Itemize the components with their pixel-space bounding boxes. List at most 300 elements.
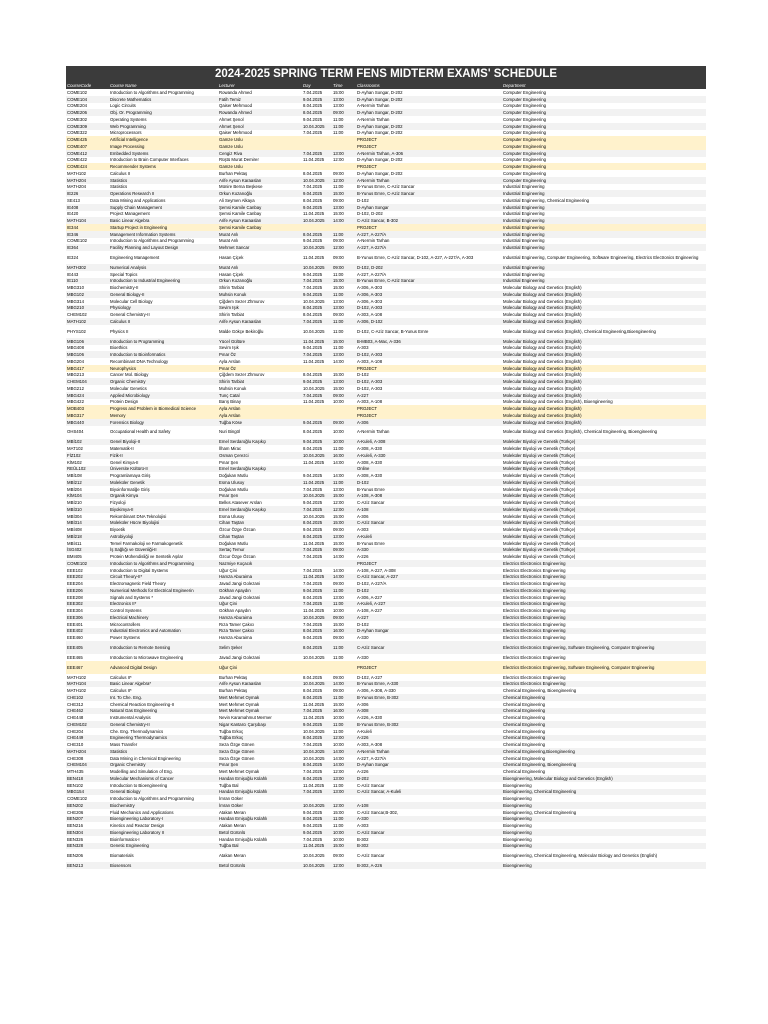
classrooms-cell: A-306, A-303 xyxy=(357,285,383,291)
department-cell: Molecular Biology and Genetics (English) xyxy=(502,412,706,419)
course-code-cell: EEE460 xyxy=(67,635,83,641)
day-cell: 8.04.2025 xyxy=(302,694,332,701)
department-cell: Industrial Engineering xyxy=(503,211,545,217)
course-code-cell: KİM104 xyxy=(66,493,109,500)
table-row xyxy=(66,466,706,473)
day-cell: 8.04.2025 xyxy=(303,674,323,680)
time-cell xyxy=(332,405,356,412)
course-name-cell: Project Management xyxy=(110,211,150,217)
classrooms-cell: D-102, A-303 xyxy=(357,385,383,391)
table-row xyxy=(66,204,706,211)
lecturer-cell: Rüştü Murat Demirer xyxy=(219,157,259,163)
time-cell: 09:00 xyxy=(333,170,344,176)
lecturer-cell: Muhsin Konuk xyxy=(218,291,302,298)
time-cell: 09:00 xyxy=(333,312,344,318)
table-row xyxy=(66,621,706,628)
department-cell: Industrial Engineering xyxy=(502,204,706,211)
course-name-cell: Image Processing xyxy=(109,143,218,150)
course-code-cell: MBG314 xyxy=(67,298,84,304)
time-cell: 15:00 xyxy=(333,809,344,815)
table-row xyxy=(66,109,706,116)
table-row xyxy=(66,614,706,621)
course-name-cell: Che. Eng. Thermodynamics xyxy=(110,728,164,734)
department-cell: Computer Engineering xyxy=(503,170,546,176)
day-cell: 7.04.2025 xyxy=(303,742,323,748)
course-code-cell: IE110 xyxy=(66,278,109,285)
course-name-cell: Bioethics xyxy=(110,345,128,351)
lecturer-cell: Mert Mehmet Oymak xyxy=(218,708,302,715)
classrooms-cell: A-308 xyxy=(356,708,502,715)
table-row xyxy=(66,862,706,869)
classrooms-cell: D-Ayhan Songar xyxy=(356,628,502,635)
day-cell: 8.04.2025 xyxy=(302,628,332,635)
course-code-cell: CHE448 xyxy=(67,715,84,721)
department-cell: Chemical Engineering xyxy=(503,755,546,761)
day-cell: 8.04.2025 xyxy=(302,735,332,742)
course-name-cell: Matematik-II xyxy=(110,446,134,452)
time-cell: 14:00 xyxy=(332,574,356,581)
lecturer-cell: Betül Gürünlü xyxy=(218,829,302,836)
classrooms-cell: C-Aziz Sancar,B-302, xyxy=(357,809,399,815)
day-cell: 8.04.2025 xyxy=(303,594,323,600)
time-cell: 10:00 xyxy=(332,439,356,446)
time-cell: 09:00 xyxy=(333,688,344,694)
column-header-course-name: Course Name xyxy=(109,83,218,89)
classrooms-cell xyxy=(356,795,502,802)
course-name-cell: Modelling and Simulation of Eng. xyxy=(110,769,173,775)
table-row xyxy=(66,789,706,796)
department-cell: Electrics Electronics Engineering xyxy=(503,674,566,680)
time-cell: 10:00 xyxy=(333,836,344,842)
time-cell: 12:00 xyxy=(332,244,356,251)
day-cell: 11.04.2025 xyxy=(303,608,325,614)
course-code-cell: MBİ210 xyxy=(67,500,82,506)
day-cell: 8.04.2025 xyxy=(302,520,332,527)
department-cell: Industrial Engineering xyxy=(503,238,545,244)
department-cell: Molecular Biology and Genetics (English), Chemical Engineering, Bioengineering xyxy=(503,429,658,435)
lecturer-cell: Hamza Aburaima xyxy=(218,614,302,621)
department-cell: Chemical Engineering, Bioengineering xyxy=(503,688,577,694)
table-row xyxy=(66,708,706,715)
classrooms-cell: D-102, A-303 xyxy=(356,378,502,385)
lecturer-cell: Gökhan Apaydın xyxy=(218,587,302,594)
classrooms-cell: PROJECT xyxy=(356,560,502,567)
course-code-cell: BEN304 xyxy=(66,829,109,836)
day-cell: 9.04.2025 xyxy=(302,190,332,197)
classrooms-cell: A-Kuleli xyxy=(357,728,372,734)
classrooms-cell: PROJECT xyxy=(356,412,502,419)
course-name-cell: General Biology-II xyxy=(109,291,218,298)
classrooms-cell: A-Kuleli, A-227 xyxy=(356,601,502,608)
lecturer-cell: Rıza Tamer Çakıcı xyxy=(218,628,302,635)
course-name-cell: Genel Biyoloji-II xyxy=(109,439,218,446)
department-cell: Computer Engineering xyxy=(502,143,706,150)
department-cell: Molecular Biology and Genetics (English) xyxy=(503,385,582,391)
course-code-cell: MBİ108 xyxy=(67,473,82,479)
classrooms-cell: C-Aziz Sancar, A-227 xyxy=(356,574,502,581)
course-name-cell: Bioengineering Laboratory II xyxy=(109,829,218,836)
table-row xyxy=(66,795,706,802)
department-cell: Computer Engineering xyxy=(503,89,546,95)
table-row xyxy=(66,244,706,251)
course-code-cell: EEE204 xyxy=(67,581,83,587)
table-row xyxy=(66,681,706,688)
time-cell: 13:00 xyxy=(333,103,344,109)
department-cell: Moleküler Biyoloji ve Genetik (Türkçe) xyxy=(503,554,576,560)
classrooms-cell: A-Nermin Tarhan xyxy=(357,103,390,109)
classrooms-cell: B-Yunus Emre, C-Aziz Sancar xyxy=(356,190,502,197)
course-name-cell: Facility Planning and Layout Design xyxy=(109,244,218,251)
course-code-cell: BEN102 xyxy=(67,782,84,788)
day-cell: 7.04.2025 xyxy=(303,621,323,627)
table-row xyxy=(66,170,706,177)
department-cell: Chemical Engineering xyxy=(502,721,706,728)
course-code-cell: BEN206 xyxy=(67,853,84,859)
lecturer-cell: Atakan Meran xyxy=(219,853,246,859)
table-row xyxy=(66,782,706,789)
course-code-cell: MBG102 xyxy=(66,291,109,298)
department-cell: Electrics Electronics Engineering xyxy=(502,574,706,581)
time-cell xyxy=(332,661,356,674)
table-row xyxy=(66,533,706,540)
table-row xyxy=(66,372,706,379)
day-cell: 8.04.2025 xyxy=(303,446,323,452)
classrooms-cell: A-227, A-227/A xyxy=(356,244,502,251)
day-cell: 11.04.2025 xyxy=(303,782,325,788)
time-cell: 09:00 xyxy=(333,527,344,533)
course-name-cell: Startup Project in Engineering xyxy=(109,224,218,231)
lecturer-cell: Burhan Pektaş xyxy=(219,170,248,176)
time-cell: 11:00 xyxy=(332,641,356,654)
course-name-cell: Data Mining and Applications xyxy=(110,197,166,203)
day-cell: 8.04.2025 xyxy=(303,429,323,435)
course-name-cell: Biomaterials xyxy=(110,853,134,859)
table-row xyxy=(66,217,706,224)
table-row xyxy=(66,197,706,204)
department-cell: Computer Engineering xyxy=(502,150,706,157)
course-code-cell: MBİ102 xyxy=(66,439,109,446)
day-cell: 8.04.2025 xyxy=(303,103,323,109)
classrooms-cell: B-Yunus Emre, C-Aziz Sancar xyxy=(357,184,415,190)
department-cell: Moleküler Biyoloji ve Genetik (Türkçe) xyxy=(502,466,706,473)
table-row xyxy=(66,486,706,493)
course-code-cell: BEN213 xyxy=(66,862,109,869)
course-name-cell: Introduction to Microwave Engineering xyxy=(110,654,184,660)
department-cell: Moleküler Biyoloji ve Genetik (Türkçe) xyxy=(502,439,706,446)
course-code-cell: COME425 xyxy=(66,136,109,143)
course-code-cell: MATH102 xyxy=(67,688,87,694)
course-code-cell: IE364 xyxy=(66,244,109,251)
day-cell: 9.04.2025 xyxy=(302,96,332,103)
time-cell: 11:00 xyxy=(333,328,344,334)
course-name-cell: Calculus II* xyxy=(110,674,132,680)
department-cell: Molecular Biology and Genetics (English), Bioengineering xyxy=(503,399,613,405)
lecturer-cell: Mert Mehmet Oymak xyxy=(219,701,260,707)
course-code-cell: REÜL102 xyxy=(66,466,109,473)
course-code-cell: COME206 xyxy=(66,109,109,116)
classrooms-cell: PROJECT xyxy=(356,405,502,412)
classrooms-cell: A-Kuleli xyxy=(356,533,502,540)
table-row xyxy=(66,224,706,231)
classrooms-cell: C-Aziz Sancar xyxy=(357,500,385,506)
department-cell: Molecular Biology and Genetics (English) xyxy=(502,318,706,325)
lecturer-cell: Şemsi Kamile Canbay xyxy=(219,211,262,217)
department-cell: Bioengineering xyxy=(502,829,706,836)
department-cell: Computer Engineering xyxy=(503,116,546,122)
table-row xyxy=(66,405,706,412)
lecturer-cell: Tuğba Bal xyxy=(219,782,239,788)
department-cell: Industrial Engineering xyxy=(502,190,706,197)
course-code-cell: EEE465 xyxy=(67,654,83,660)
time-cell: 13:00 xyxy=(333,594,344,600)
course-name-cell: Introduction to Algorithms and Programming xyxy=(110,796,194,802)
department-cell: Industrial Engineering xyxy=(502,217,706,224)
course-name-cell: Mass Transfer xyxy=(110,742,138,748)
table-row xyxy=(66,378,706,385)
course-code-cell: MBİ218 xyxy=(66,533,109,540)
lecturer-cell: Sertaç Temur xyxy=(218,547,302,554)
course-code-cell: COME102 xyxy=(67,796,88,802)
time-cell: 15:00 xyxy=(332,843,356,850)
course-name-cell: Kinetics and Reactor Design xyxy=(110,823,165,829)
classrooms-cell: A-108 xyxy=(356,802,502,809)
day-cell: 11.04.2025 xyxy=(302,843,332,850)
lecturer-cell: Pınar Şen xyxy=(218,493,302,500)
classrooms-cell: C-Aziz Sancar xyxy=(357,853,385,859)
course-name-cell: Electromagnetic Field Theory xyxy=(110,581,166,587)
course-name-cell: Biyokimya-II xyxy=(109,506,218,513)
course-name-cell: Basic Linear Algebra* xyxy=(109,681,218,688)
day-cell: 7.04.2025 xyxy=(303,486,323,492)
time-cell: 15:00 xyxy=(333,385,344,391)
lecturer-cell: Gamze Uslu xyxy=(218,143,302,150)
department-cell: Electrics Electronics Engineering, Software Engineering, Computer Engineering xyxy=(502,641,706,654)
lecturer-cell: Orkun Kozanoğlu xyxy=(218,190,302,197)
course-name-cell: Chemical Reaction Engineering-II xyxy=(110,701,175,707)
lecturer-cell: Handan Emişoğlu Külahlı xyxy=(218,775,302,782)
day-cell: 7.04.2025 xyxy=(303,567,323,573)
department-cell: Molecular Biology and Genetics (English) xyxy=(502,405,706,412)
time-cell: 13:00 xyxy=(332,96,356,103)
course-code-cell: MBİ314 xyxy=(66,520,109,527)
classrooms-cell: A-108, A-308 xyxy=(356,493,502,500)
day-cell: 10.04.2025 xyxy=(303,853,325,859)
lecturer-cell: Orkun Kozanoğlu xyxy=(218,278,302,285)
time-cell: 12:00 xyxy=(333,769,344,775)
department-cell: Molecular Biology and Genetics (English) xyxy=(503,312,582,318)
time-cell: 11:00 xyxy=(332,601,356,608)
course-code-cell: MOB403 xyxy=(66,405,109,412)
department-cell: Electrics Electronics Engineering xyxy=(503,567,566,573)
course-name-cell: Management Information Systems xyxy=(109,231,218,238)
department-cell: Bioengineering xyxy=(502,816,706,823)
table-row xyxy=(66,251,706,264)
department-cell: Electrics Electronics Engineering, Software Engineering, Computer Engineering xyxy=(502,661,706,674)
time-cell xyxy=(332,412,356,419)
time-cell xyxy=(332,163,356,170)
course-code-cell: OHS404 xyxy=(67,429,84,435)
time-cell xyxy=(332,143,356,150)
table-row xyxy=(66,735,706,742)
course-name-cell: Bioinformatics-I xyxy=(110,836,140,842)
lecturer-cell: Belkıs Atasever Arslan xyxy=(219,500,262,506)
lecturer-cell: Doğukan Mutlu xyxy=(219,540,248,546)
time-cell: 13:00 xyxy=(332,351,356,358)
course-code-cell: MBG154 xyxy=(66,789,109,796)
classrooms-cell: A-Kuleli, A-308 xyxy=(356,439,502,446)
table-row xyxy=(66,278,706,285)
classrooms-cell: A-306, A-303 xyxy=(357,298,383,304)
classrooms-cell: A-303, A-108 xyxy=(357,358,383,364)
table-row xyxy=(66,587,706,594)
time-cell: 10:00 xyxy=(332,829,356,836)
lecturer-cell: Pınar Şen xyxy=(218,762,302,769)
course-code-cell: BEN207 xyxy=(66,816,109,823)
time-cell xyxy=(332,560,356,567)
lecturer-cell: Pınar Şen xyxy=(219,459,239,465)
table-row xyxy=(66,540,706,547)
classrooms-cell: A-308, A-330 xyxy=(357,459,383,465)
table-row xyxy=(66,426,706,439)
day-cell: 10.04.2025 xyxy=(302,614,332,621)
lecturer-cell: Nevin Karamahmut Mermer xyxy=(219,715,272,721)
table-row xyxy=(66,594,706,601)
day-cell xyxy=(302,412,332,419)
course-name-cell: Basic Linear Algebra xyxy=(109,217,218,224)
department-cell: Molecular Biology and Genetics (English) xyxy=(502,351,706,358)
time-cell: 13:00 xyxy=(332,305,356,312)
course-code-cell: IE443 xyxy=(67,271,79,277)
lecturer-cell: Fatih Temiz xyxy=(218,96,302,103)
course-name-cell: Fluid Mechanics and Applications xyxy=(110,809,174,815)
department-cell: Molecular Biology and Genetics (English) xyxy=(503,345,582,351)
department-cell: Industrial Engineering xyxy=(502,231,706,238)
classrooms-cell: D-102 xyxy=(357,621,369,627)
lecturer-cell: Tuğba Köse xyxy=(218,419,302,426)
lecturer-cell: Nigar Kantarcı Çarşıbaşı xyxy=(218,721,302,728)
department-cell: Industrial Engineering xyxy=(503,271,545,277)
time-cell: 09:00 xyxy=(332,264,356,271)
course-code-cell: CHEM104 xyxy=(66,378,109,385)
course-name-cell: Physics II xyxy=(110,328,129,334)
day-cell: 7.04.2025 xyxy=(302,506,332,513)
table-row xyxy=(66,694,706,701)
table-row xyxy=(66,284,706,291)
department-cell: Chemical Engineering xyxy=(503,701,546,707)
time-cell: 09:00 xyxy=(332,614,356,621)
day-cell: 8.04.2025 xyxy=(302,816,332,823)
course-name-cell: Protein Mühendisliği ve Sentetik Aşılar xyxy=(110,554,184,560)
table-row xyxy=(66,721,706,728)
time-cell xyxy=(332,466,356,473)
column-header-lecturer: Lecturer xyxy=(218,83,302,89)
department-cell: Bioengineering xyxy=(503,796,532,802)
department-cell: Molecular Biology and Genetics (English) xyxy=(502,392,706,399)
time-cell: 11:00 xyxy=(333,271,344,277)
classrooms-cell: D-Ayhan Songar, D-202 xyxy=(357,130,403,136)
table-row xyxy=(66,634,706,641)
table-row xyxy=(66,849,706,862)
course-name-cell: Obj. Or. Programming xyxy=(109,109,218,116)
department-cell: Moleküler Biyoloji ve Genetik (Türkçe) xyxy=(502,547,706,554)
table-row xyxy=(66,211,706,218)
time-cell: 11:00 xyxy=(332,479,356,486)
table-row xyxy=(66,365,706,372)
course-code-cell: MATH104 xyxy=(66,681,109,688)
table-row xyxy=(66,526,706,533)
department-cell: Computer Engineering xyxy=(503,103,546,109)
course-code-cell: BEN216 xyxy=(67,823,84,829)
course-code-cell: COME102 xyxy=(67,89,88,95)
time-cell: 09:00 xyxy=(333,635,344,641)
course-name-cell: Programlamaya Giriş xyxy=(110,473,151,479)
lecturer-cell: Arife Aysun Karaaslan xyxy=(218,217,302,224)
lecturer-cell: Tuğba Erkoç xyxy=(218,735,302,742)
day-cell: 11.04.2025 xyxy=(302,338,332,345)
time-cell: 11:00 xyxy=(332,587,356,594)
day-cell: 10.04.2025 xyxy=(303,728,325,734)
classrooms-cell: A-108 xyxy=(356,506,502,513)
classrooms-cell: A-306, D-102 xyxy=(356,318,502,325)
classrooms-cell: B-302 xyxy=(356,843,502,850)
day-cell: 8.04.2025 xyxy=(302,641,332,654)
time-cell: 11:00 xyxy=(333,116,344,122)
time-cell: 14:00 xyxy=(332,217,356,224)
course-code-cell: MATH302 xyxy=(66,264,109,271)
lecturer-cell: Arife Aysun Karaaslan xyxy=(218,177,302,184)
classrooms-cell: A-Kuleli, A-330 xyxy=(356,452,502,459)
lecturer-cell: Tuğba Bal xyxy=(218,843,302,850)
course-name-cell: Introduction to Remote Sensing xyxy=(109,641,218,654)
classrooms-cell: A-227, A-227/A xyxy=(357,755,387,761)
course-name-cell: Fizyoloji xyxy=(110,500,126,506)
lecturer-cell: Hamza Aburaima xyxy=(219,635,252,641)
table-row xyxy=(66,345,706,352)
course-code-cell: MBİ411 xyxy=(67,540,82,546)
lecturer-cell: Seza Özge Gönen xyxy=(218,748,302,755)
department-cell: Bioengineering, Molecular Biology and Genetics (English) xyxy=(502,775,706,782)
day-cell: 9.04.2025 xyxy=(303,116,323,122)
lecturer-cell: Mert Mehmet Oymak xyxy=(218,694,302,701)
lecturer-cell: Burhan Pektaş xyxy=(219,688,248,694)
course-name-cell: Biyoetik xyxy=(110,527,126,533)
day-cell: 7.04.2025 xyxy=(303,581,323,587)
table-row xyxy=(66,291,706,298)
course-name-cell: Introduction to Algorithms and Programming xyxy=(110,89,194,95)
table-row xyxy=(66,392,706,399)
course-name-cell: Statistics xyxy=(110,184,128,190)
classrooms-cell: D-102 xyxy=(357,197,369,203)
time-cell: 12:00 xyxy=(333,500,344,506)
day-cell: 10.04.2025 xyxy=(302,123,332,130)
course-name-cell: Electronics II* xyxy=(109,601,218,608)
classrooms-cell: C-Aziz Sancar, B-302 xyxy=(356,217,502,224)
classrooms-cell: D-102 xyxy=(357,372,369,378)
classrooms-cell: PROJECT xyxy=(356,143,502,150)
course-code-cell: MATH102 xyxy=(66,318,109,325)
time-cell: 11:00 xyxy=(333,728,344,734)
course-name-cell: Organic Chemistry xyxy=(109,762,218,769)
course-code-cell: MATH204 xyxy=(66,748,109,755)
course-name-cell: Molecular Genetics xyxy=(110,385,147,391)
table-row xyxy=(66,238,706,245)
classrooms-cell: D-Ayhan Songar, D-202 xyxy=(356,96,502,103)
day-cell: 10.04.2025 xyxy=(303,755,325,761)
table-row xyxy=(66,574,706,581)
lecturer-cell: Seza Özge Gönen xyxy=(219,755,255,761)
table-row xyxy=(66,553,706,560)
classrooms-cell: A-306, A-227 xyxy=(357,594,383,600)
